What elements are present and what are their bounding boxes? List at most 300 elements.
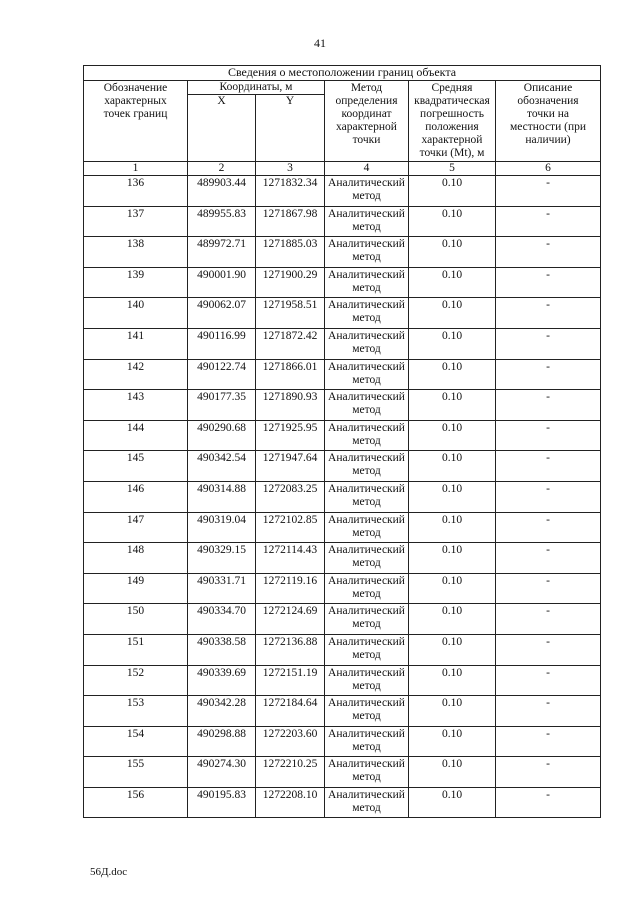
point-cell (84, 696, 188, 727)
point-cell (84, 298, 188, 329)
method-line: метод (352, 312, 381, 325)
description-cell (496, 573, 601, 604)
header-method-line: точки (352, 134, 381, 146)
point-cell (84, 634, 188, 665)
y-cell-text: 1272184.64 (262, 697, 318, 710)
error-cell (409, 604, 496, 635)
y-cell-text: 1272124.69 (262, 605, 318, 618)
point-cell (84, 176, 188, 207)
method-cell (325, 573, 409, 604)
x-cell-text: 490122.74 (197, 360, 246, 373)
error-cell-text: 0.10 (441, 268, 463, 281)
x-cell (188, 604, 256, 635)
method-line: метод (352, 526, 381, 539)
header-error-line: характерной (421, 134, 483, 146)
y-cell (256, 390, 325, 421)
error-cell-text: 0.10 (441, 329, 463, 342)
method-line: Аналитический (328, 207, 405, 220)
point-cell-text: 148 (126, 544, 145, 557)
y-cell (256, 298, 325, 329)
error-cell (409, 267, 496, 298)
error-cell (409, 420, 496, 451)
method-line: Аналитический (328, 544, 405, 557)
x-cell (188, 726, 256, 757)
description-cell-text: - (546, 513, 550, 526)
header-designation (84, 81, 188, 162)
description-cell-text: - (546, 482, 550, 495)
error-cell (409, 757, 496, 788)
point-cell (84, 206, 188, 237)
y-cell-text: 1271947.64 (262, 452, 318, 465)
header-method-line: координат (341, 108, 392, 120)
x-cell (188, 543, 256, 574)
error-cell-text: 0.10 (441, 544, 463, 557)
header-error-line: точки (Mt), м (419, 147, 485, 159)
method-line: метод (352, 373, 381, 386)
point-cell-text: 150 (126, 605, 145, 618)
method-cell (325, 481, 409, 512)
point-cell-text: 151 (126, 635, 145, 648)
point-cell (84, 512, 188, 543)
y-cell-text: 1271958.51 (262, 299, 318, 312)
method-cell (325, 665, 409, 696)
x-cell-text: 490329.15 (197, 544, 246, 557)
point-cell-text: 147 (126, 513, 145, 526)
point-cell (84, 267, 188, 298)
y-cell-text: 1271866.01 (262, 360, 318, 373)
column-number: 3 (256, 162, 325, 176)
table-row (84, 267, 601, 298)
y-cell-text: 1271872.42 (262, 329, 318, 342)
column-number: 4 (325, 162, 409, 176)
x-cell-text: 490338.58 (197, 635, 246, 648)
point-cell (84, 359, 188, 390)
method-line: Аналитический (328, 482, 405, 495)
x-cell (188, 206, 256, 237)
description-cell (496, 665, 601, 696)
x-cell-text: 489972.71 (197, 238, 246, 251)
description-cell-text: - (546, 452, 550, 465)
x-cell-text: 490290.68 (197, 421, 246, 434)
method-line: метод (352, 281, 381, 294)
method-line: Аналитический (328, 329, 405, 342)
x-cell (188, 451, 256, 482)
error-cell (409, 787, 496, 818)
y-cell (256, 420, 325, 451)
point-cell (84, 420, 188, 451)
column-number: 6 (496, 162, 601, 176)
header-description-line: местности (при (509, 121, 587, 133)
description-cell (496, 604, 601, 635)
table-row (84, 787, 601, 818)
table-row (84, 237, 601, 268)
description-cell-text: - (546, 299, 550, 312)
header-designation-line: точек границ (103, 108, 168, 120)
y-cell-text: 1272203.60 (262, 727, 318, 740)
method-line: Аналитический (328, 758, 405, 771)
table-row (84, 543, 601, 574)
method-cell (325, 176, 409, 207)
error-cell (409, 237, 496, 268)
point-cell-text: 156 (126, 788, 145, 801)
method-line: Аналитический (328, 421, 405, 434)
method-cell (325, 420, 409, 451)
header-description-line: точки на (527, 108, 569, 120)
header-designation-line: характерных (104, 95, 167, 107)
method-cell (325, 634, 409, 665)
x-cell (188, 420, 256, 451)
x-cell-text: 490331.71 (197, 574, 246, 587)
y-cell (256, 696, 325, 727)
method-line: Аналитический (328, 666, 405, 679)
method-line: Аналитический (328, 177, 405, 189)
coordinates-table (83, 65, 601, 818)
point-cell (84, 665, 188, 696)
method-line: метод (352, 557, 381, 570)
method-line: Аналитический (328, 391, 405, 404)
header-y: Y (256, 95, 325, 162)
y-cell (256, 543, 325, 574)
description-cell (496, 328, 601, 359)
method-cell (325, 267, 409, 298)
point-cell (84, 757, 188, 788)
error-cell (409, 328, 496, 359)
description-cell (496, 390, 601, 421)
description-cell-text: - (546, 727, 550, 740)
table-row (84, 298, 601, 329)
header-method-line: определения (335, 95, 398, 107)
x-cell-text: 490195.83 (197, 788, 246, 801)
table-row (84, 696, 601, 727)
method-line: Аналитический (328, 635, 405, 648)
table-row (84, 665, 601, 696)
method-cell (325, 757, 409, 788)
header-designation-line: Обозначение (103, 82, 168, 94)
error-cell (409, 512, 496, 543)
header-description-line: наличии) (525, 134, 571, 146)
method-line: метод (352, 342, 381, 355)
error-cell-text: 0.10 (441, 391, 463, 404)
x-cell (188, 298, 256, 329)
point-cell (84, 573, 188, 604)
x-cell (188, 237, 256, 268)
method-line: метод (352, 404, 381, 417)
y-cell (256, 481, 325, 512)
y-cell (256, 451, 325, 482)
table-row (84, 481, 601, 512)
header-x: X (188, 95, 256, 162)
y-cell (256, 604, 325, 635)
error-cell-text: 0.10 (441, 758, 463, 771)
x-cell-text: 490177.35 (197, 391, 246, 404)
y-cell-text: 1272083.25 (262, 482, 318, 495)
method-line: Аналитический (328, 513, 405, 526)
point-cell-text: 149 (126, 574, 145, 587)
table-row (84, 573, 601, 604)
error-cell-text: 0.10 (441, 299, 463, 312)
y-cell (256, 726, 325, 757)
description-cell (496, 634, 601, 665)
x-cell-text: 490339.69 (197, 666, 246, 679)
description-cell-text: - (546, 238, 550, 251)
error-cell-text: 0.10 (441, 727, 463, 740)
description-cell-text: - (546, 666, 550, 679)
method-line: метод (352, 434, 381, 447)
error-cell (409, 451, 496, 482)
table-row (84, 726, 601, 757)
description-cell (496, 787, 601, 818)
footer-filename: 56Д.doc (90, 866, 128, 878)
header-description (496, 81, 601, 162)
x-cell-text: 490314.88 (197, 482, 246, 495)
method-line: метод (352, 740, 381, 753)
error-cell (409, 543, 496, 574)
description-cell (496, 451, 601, 482)
description-cell-text: - (546, 605, 550, 618)
point-cell (84, 543, 188, 574)
y-cell (256, 267, 325, 298)
point-cell-text: 153 (126, 697, 145, 710)
x-cell (188, 176, 256, 207)
x-cell-text: 490116.99 (197, 329, 246, 342)
y-cell (256, 206, 325, 237)
error-cell (409, 726, 496, 757)
x-cell-text: 490334.70 (197, 605, 246, 618)
y-cell-text: 1271832.34 (262, 177, 318, 189)
method-cell (325, 696, 409, 727)
description-cell (496, 298, 601, 329)
method-line: Аналитический (328, 727, 405, 740)
description-cell-text: - (546, 544, 550, 557)
x-cell (188, 787, 256, 818)
error-cell-text: 0.10 (441, 574, 463, 587)
x-cell (188, 573, 256, 604)
error-cell (409, 696, 496, 727)
description-cell-text: - (546, 788, 550, 801)
point-cell (84, 787, 188, 818)
method-cell (325, 390, 409, 421)
error-cell (409, 665, 496, 696)
error-cell-text: 0.10 (441, 421, 463, 434)
error-cell-text: 0.10 (441, 207, 463, 220)
error-cell (409, 390, 496, 421)
table-row (84, 451, 601, 482)
error-cell-text: 0.10 (441, 513, 463, 526)
method-cell (325, 298, 409, 329)
x-cell (188, 481, 256, 512)
point-cell (84, 390, 188, 421)
method-cell (325, 206, 409, 237)
header-error-line: Средняя (431, 82, 473, 94)
header-error-line: погрешность (420, 108, 484, 120)
point-cell-text: 140 (126, 299, 145, 312)
error-cell-text: 0.10 (441, 697, 463, 710)
x-cell (188, 267, 256, 298)
description-cell (496, 696, 601, 727)
method-line: метод (352, 801, 381, 814)
x-cell (188, 390, 256, 421)
error-cell-text: 0.10 (441, 788, 463, 801)
method-line: метод (352, 618, 381, 631)
description-cell-text: - (546, 360, 550, 373)
error-cell-text: 0.10 (441, 605, 463, 618)
y-cell (256, 787, 325, 818)
error-cell (409, 634, 496, 665)
header-coordinates: Координаты, м (188, 81, 325, 95)
description-cell (496, 420, 601, 451)
point-cell-text: 146 (126, 482, 145, 495)
x-cell-text: 490298.88 (197, 727, 246, 740)
table-row (84, 420, 601, 451)
error-cell-text: 0.10 (441, 452, 463, 465)
table-row (84, 604, 601, 635)
error-cell-text: 0.10 (441, 482, 463, 495)
y-cell-text: 1272208.10 (262, 788, 318, 801)
method-cell (325, 237, 409, 268)
header-description-line: Описание (523, 82, 573, 94)
description-cell-text: - (546, 635, 550, 648)
y-cell-text: 1272102.85 (262, 513, 318, 526)
description-cell (496, 726, 601, 757)
x-cell (188, 757, 256, 788)
y-cell-text: 1271885.03 (262, 238, 318, 251)
error-cell (409, 176, 496, 207)
description-cell-text: - (546, 574, 550, 587)
method-cell (325, 787, 409, 818)
error-cell-text: 0.10 (441, 666, 463, 679)
method-cell (325, 604, 409, 635)
description-cell-text: - (546, 758, 550, 771)
method-line: Аналитический (328, 360, 405, 373)
y-cell (256, 176, 325, 207)
table-row (84, 634, 601, 665)
table-row (84, 390, 601, 421)
y-cell (256, 512, 325, 543)
point-cell-text: 155 (126, 758, 145, 771)
x-cell (188, 359, 256, 390)
point-cell-text: 145 (126, 452, 145, 465)
method-line: метод (352, 771, 381, 784)
table-row (84, 328, 601, 359)
method-line: Аналитический (328, 605, 405, 618)
error-cell (409, 206, 496, 237)
y-cell-text: 1271867.98 (262, 207, 318, 220)
header-error (409, 81, 496, 162)
method-cell (325, 512, 409, 543)
header-method-line: Метод (350, 82, 383, 94)
method-line: Аналитический (328, 697, 405, 710)
y-cell (256, 359, 325, 390)
table-row (84, 176, 601, 207)
description-cell (496, 206, 601, 237)
method-line: метод (352, 495, 381, 508)
error-cell-text: 0.10 (441, 635, 463, 648)
point-cell-text: 139 (126, 268, 145, 281)
description-cell-text: - (546, 391, 550, 404)
description-cell (496, 359, 601, 390)
method-line: метод (352, 648, 381, 661)
x-cell-text: 490274.30 (197, 758, 246, 771)
x-cell (188, 696, 256, 727)
point-cell-text: 152 (126, 666, 145, 679)
point-cell-text: 144 (126, 421, 145, 434)
x-cell (188, 634, 256, 665)
method-cell (325, 726, 409, 757)
description-cell (496, 481, 601, 512)
y-cell-text: 1272210.25 (262, 758, 318, 771)
y-cell-text: 1272114.43 (262, 544, 318, 557)
error-cell (409, 298, 496, 329)
method-line: Аналитический (328, 788, 405, 801)
method-line: Аналитический (328, 238, 405, 251)
x-cell-text: 490001.90 (197, 268, 246, 281)
x-cell (188, 512, 256, 543)
header-method (325, 81, 409, 162)
header-error-line: положения (425, 121, 479, 133)
header-method-line: характерной (336, 121, 397, 133)
table-row (84, 512, 601, 543)
method-cell (325, 328, 409, 359)
method-cell (325, 359, 409, 390)
method-line: метод (352, 587, 381, 600)
point-cell (84, 237, 188, 268)
description-cell (496, 543, 601, 574)
x-cell-text: 490062.07 (197, 299, 246, 312)
x-cell-text: 490319.04 (197, 513, 246, 526)
method-line: метод (352, 220, 381, 233)
method-line: метод (352, 710, 381, 723)
description-cell-text: - (546, 268, 550, 281)
table-row (84, 206, 601, 237)
method-line: Аналитический (328, 452, 405, 465)
point-cell (84, 604, 188, 635)
table-title: Сведения о местоположении границ объекта (84, 66, 601, 81)
point-cell (84, 726, 188, 757)
column-number: 1 (84, 162, 188, 176)
description-cell (496, 757, 601, 788)
header-description-line: обозначения (517, 95, 579, 107)
x-cell-text: 490342.28 (197, 697, 246, 710)
y-cell (256, 237, 325, 268)
point-cell (84, 451, 188, 482)
y-cell (256, 665, 325, 696)
y-cell (256, 573, 325, 604)
error-cell-text: 0.10 (441, 177, 463, 189)
description-cell (496, 237, 601, 268)
error-cell (409, 573, 496, 604)
column-number: 2 (188, 162, 256, 176)
y-cell (256, 328, 325, 359)
description-cell-text: - (546, 177, 550, 189)
point-cell-text: 138 (126, 238, 145, 251)
y-cell-text: 1272151.19 (262, 666, 318, 679)
description-cell-text: - (546, 421, 550, 434)
method-line: метод (352, 190, 381, 202)
description-cell-text: - (546, 329, 550, 342)
method-line: метод (352, 465, 381, 478)
y-cell-text: 1271925.95 (262, 421, 318, 434)
x-cell (188, 328, 256, 359)
error-cell (409, 481, 496, 512)
method-cell (325, 451, 409, 482)
error-cell-text: 0.10 (441, 238, 463, 251)
y-cell-text: 1272136.88 (262, 635, 318, 648)
description-cell-text: - (546, 697, 550, 710)
x-cell-text: 490342.54 (197, 452, 246, 465)
method-line: метод (352, 251, 381, 264)
point-cell (84, 481, 188, 512)
error-cell (409, 359, 496, 390)
